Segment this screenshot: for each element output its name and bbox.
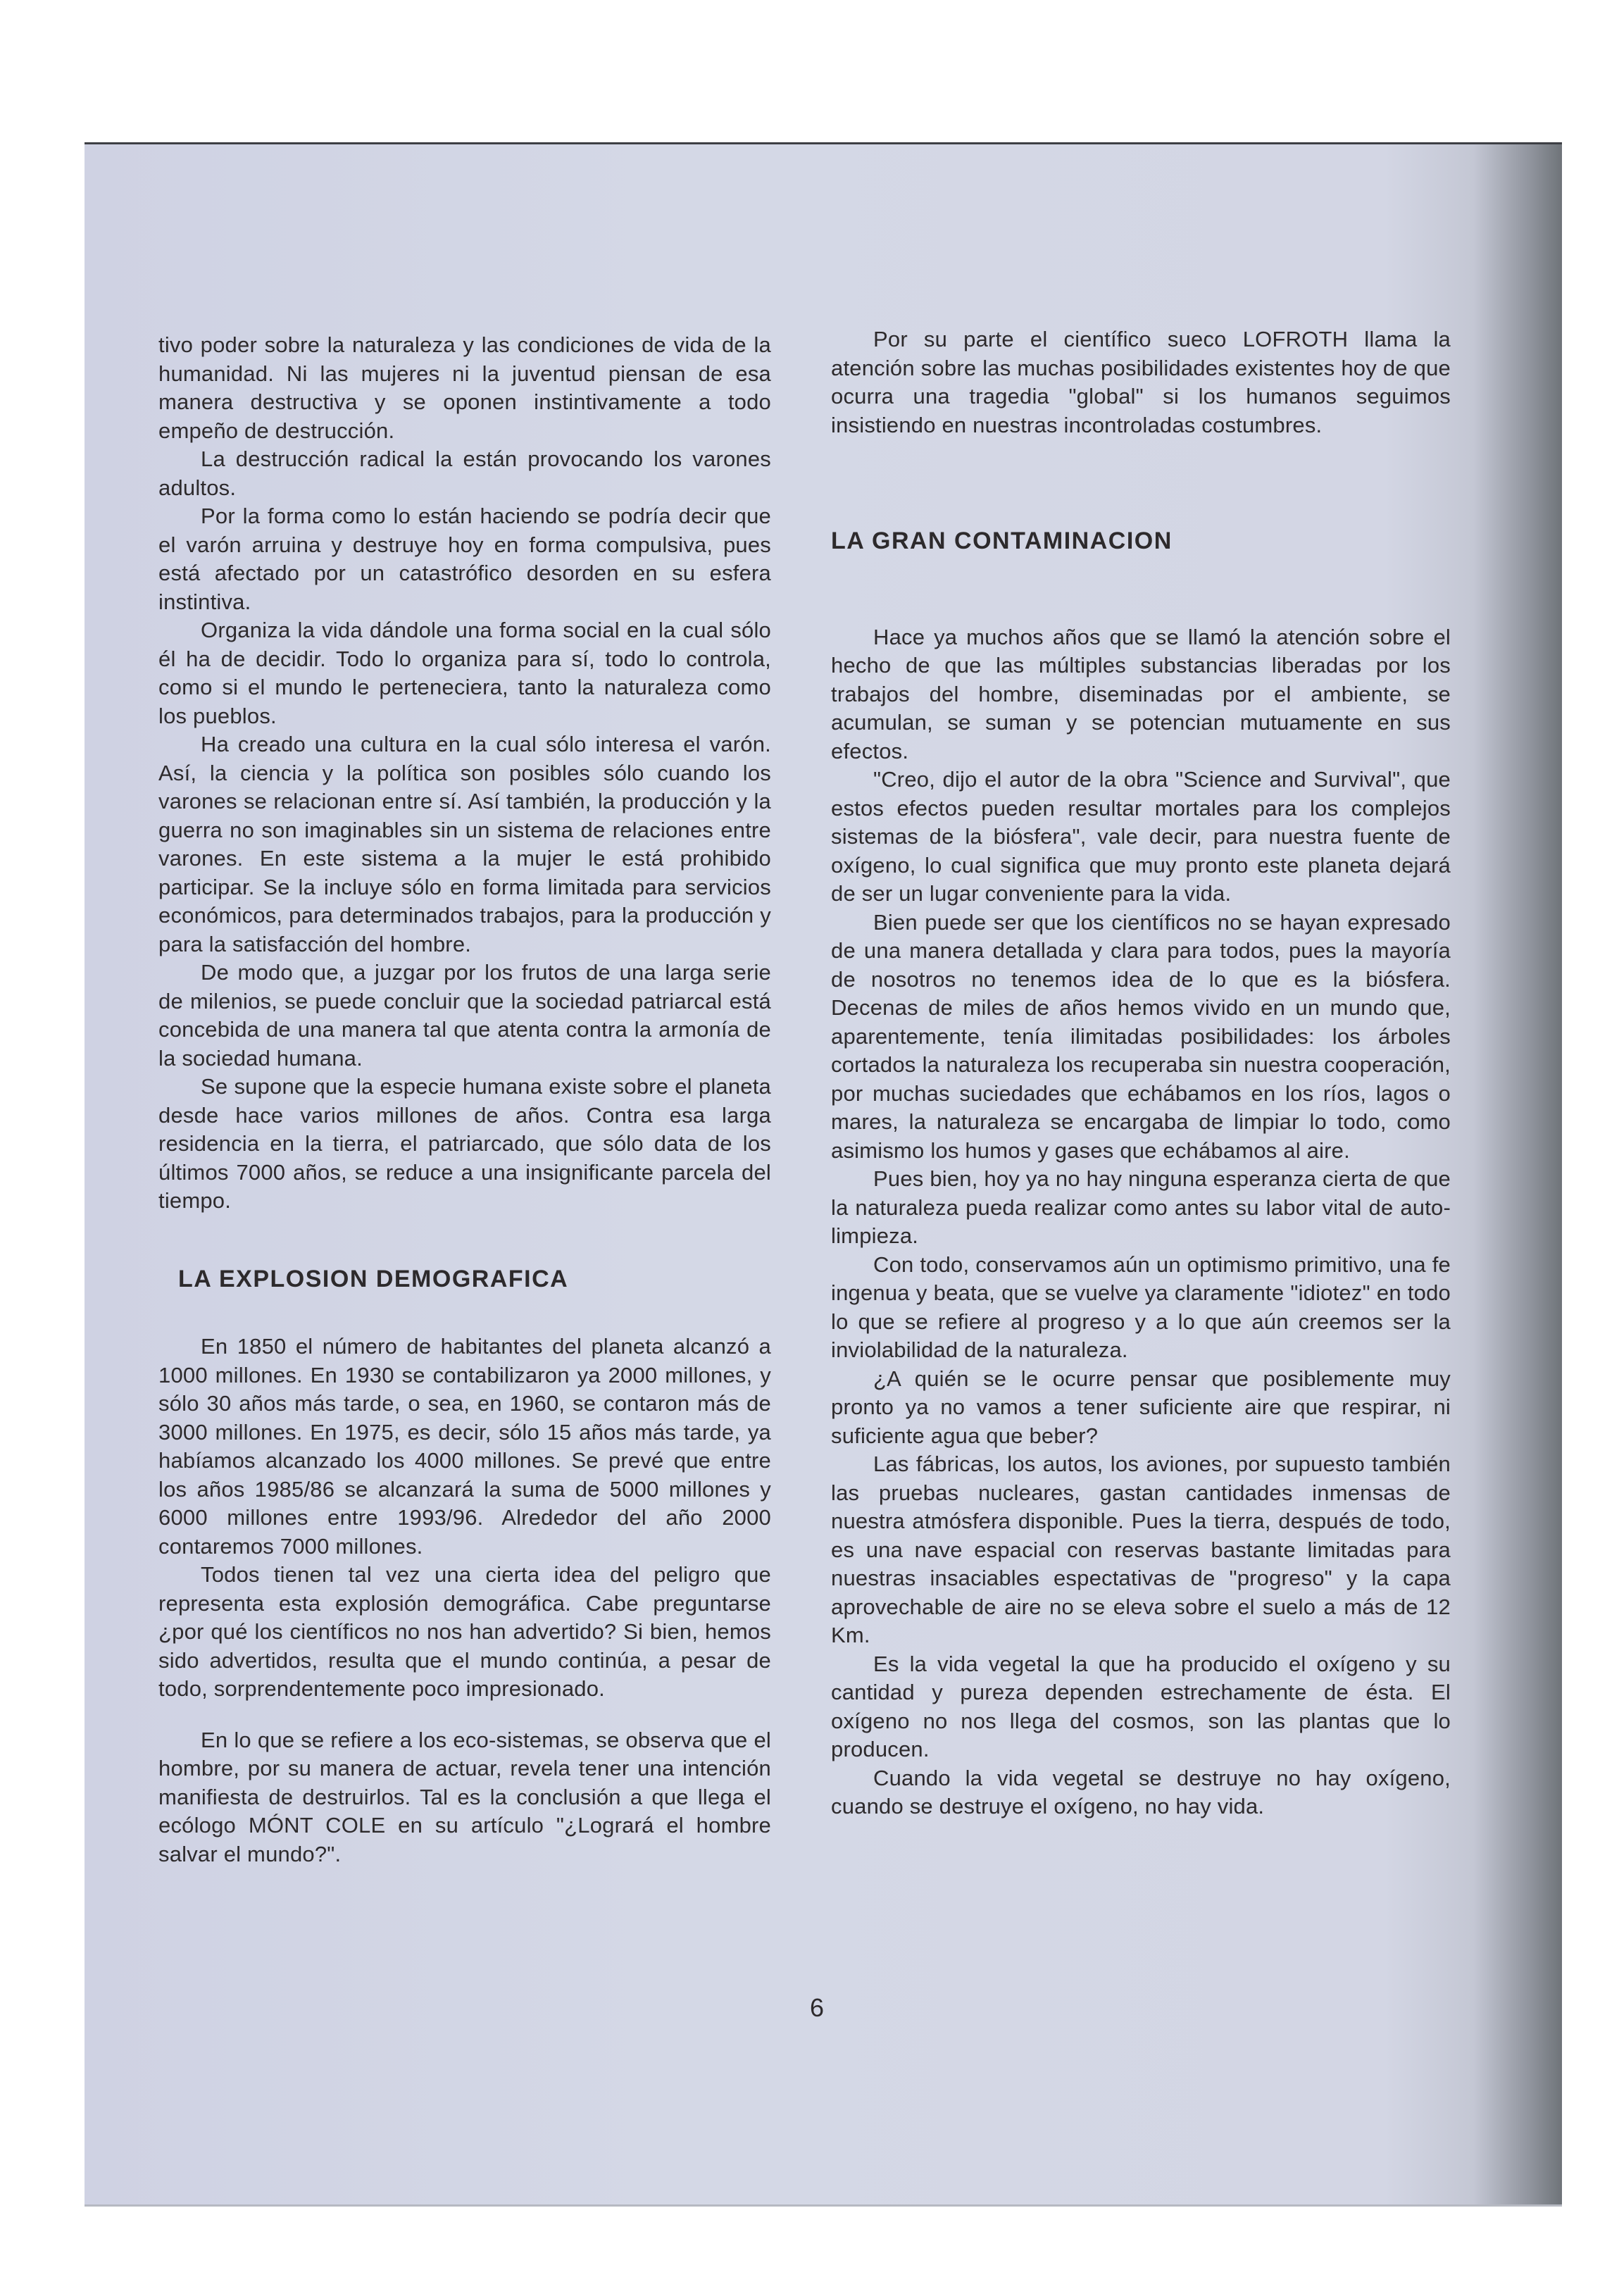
paragraph: Todos tienen tal vez una cierta idea del peligro que representa esta explosión demográfica. Cabe preguntarse ¿por qué los científicos no nos han advertido? Si bien, hemos sido advertidos, resulta que el mundo continúa, a pesar de todo, sorprendentemente poco impresionado. <box>158 1562 771 1701</box>
paragraph: Las fábricas, los autos, los aviones, por supuesto también las pruebas nucleares, gastan cantidades inmensas de nuestra atmósfera disponible. Pues la tierra, después de todo, es una nave espacial con reservas bastante limitadas para nuestras insaciables espectativas de "progreso" y la capa aprovechable de aire no se eleva sobre el suelo a más de 12 Km. <box>831 1452 1451 1647</box>
paragraph: Bien puede ser que los científicos no se hayan expresado de una manera detallada y clara para todos, pues la mayoría de nosotros no tenemos idea de lo que es la biósfera. Decenas de miles de años hemos vivido en un mundo que, aparentemente, tenía ilimitadas posibilidades: los árboles cortados la naturaleza los recuperaba sin nuestra cooperación, por muchas suciedades que echábamos en los ríos, lagos o mares, la naturaleza se encargaba de limpiar lo todo, como asimismo los humos y gases que echábamos al aire. <box>831 909 1451 1163</box>
paragraph: De modo que, a juzgar por los frutos de una larga serie de milenios, se puede concluir que la sociedad patriarcal está concebida de una manera tal que atenta contra la armonía de la sociedad humana. <box>158 960 771 1071</box>
paragraph: Con todo, conservamos aún un optimismo primitivo, una fe ingenua y beata, que se vuelve ya claramente "idiotez" en todo lo que se refiere al progreso y a lo que aún creemos ser la inviolabilidad de la naturaleza. <box>831 1252 1451 1362</box>
paragraph: Por la forma como lo están haciendo se podría decir que el varón arruina y destruye hoy en forma compulsiva, pues está afectado por un catastrófico desorden en su esfera instintiva. <box>158 504 771 614</box>
left-column <box>158 331 771 1868</box>
paragraph: Ha creado una cultura en la cual sólo interesa el varón. Así, la ciencia y la política son posibles sólo cuando los varones se relacionan entre sí. Así también, la producción y la guerra no son imaginables sin un sistema de relaciones entre varones. En este sistema a la mujer le está prohibido participar. Se la incluye sólo en forma limitada para servicios económicos, para determinados trabajos, para la producción y para la satisfacción del hombre. <box>158 732 771 956</box>
paragraph: Es la vida vegetal la que ha producido el oxígeno y su cantidad y pureza dependen estrechamente de ésta. El oxígeno no nos llega del cosmos, son las plantas que lo producen. <box>831 1651 1451 1761</box>
paragraph: Organiza la vida dándole una forma social en la cual sólo él ha de decidir. Todo lo organiza para sí, todo lo controla, como si el mundo le perteneciera, tanto la naturaleza como los pueblos. <box>158 618 771 728</box>
section-heading-contaminacion: LA GRAN CONTAMINACION <box>831 528 1173 554</box>
paragraph: En lo que se refiere a los eco-sistemas, se observa que el hombre, por su manera de actuar, revela tener una intención manifiesta de destruirlos. Tal es la conclusión a que llega el ecólogo MÓNT COLE en su artículo "¿Logrará el hombre salvar el mundo?". <box>158 1727 771 1866</box>
paragraph: Se supone que la especie humana existe sobre el planeta desde hace varios millones de años. Contra esa larga residencia en la tierra, el patriarcado, que sólo data de los últimos 7000 años, se reduce a una insignificante parcela del tiempo. <box>158 1074 771 1213</box>
paragraph: "Creo, dijo el autor de la obra "Science and Survival", que estos efectos pueden resultar mortales para los complejos sistemas de la biósfera", vale decir, para nuestra fuente de oxígeno, lo cual significa que muy pronto este planeta dejará de ser un lugar conveniente para la vida. <box>831 767 1451 906</box>
paragraph: Hace ya muchos años que se llamó la atención sobre el hecho de que las múltiples substancias liberadas por los trabajos del hombre, diseminadas por el ambiente, se acumulan, se suman y se potencian mutuamente en sus efectos. <box>831 624 1451 763</box>
paragraph: La destrucción radical la están provocando los varones adultos. <box>158 447 771 500</box>
paragraph: Pues bien, hoy ya no hay ninguna esperanza cierta de que la naturaleza pueda realizar como antes su labor vital de auto-limpieza. <box>831 1166 1451 1248</box>
paragraph: ¿A quién se le ocurre pensar que posiblemente muy pronto ya no vamos a tener suficiente aire que respirar, ni suficiente agua que beber? <box>831 1366 1451 1448</box>
section-heading-explosion: LA EXPLOSION DEMOGRAFICA <box>178 1265 569 1292</box>
paragraph: Cuando la vida vegetal se destruye no hay oxígeno, cuando se destruye el oxígeno, no hay vida. <box>831 1765 1451 1818</box>
page-number: 6 <box>810 1993 825 2022</box>
paragraph: Por su parte el científico sueco LOFROTH llama la atención sobre las muchas posibilidades existentes hoy de que ocurra una tragedia "global" si los humanos seguimos insistiendo en nuestras incontroladas costumbres. <box>831 327 1451 437</box>
paragraph: En 1850 el número de habitantes del planeta alcanzó a 1000 millones. En 1930 se contabilizaron ya 2000 millones, y sólo 30 años más tarde, o sea, en 1960, se contaron más de 3000 millones. En 1975, es decir, sólo 15 años más tarde, ya habíamos alcanzado los 4000 millones. Se prevé que entre los años 1985/86 se alcanzará la suma de 5000 millones y 6000 millones entre 1993/96. Alrededor del año 2000 contaremos 7000 millones. <box>158 1334 771 1559</box>
paragraph: tivo poder sobre la naturaleza y las condiciones de vida de la humanidad. Ni las mujeres ni la juventud piensan de esa manera destructiva y se oponen instintivamente a todo empeño de destrucción. <box>158 332 771 443</box>
right-column <box>831 325 1451 1821</box>
